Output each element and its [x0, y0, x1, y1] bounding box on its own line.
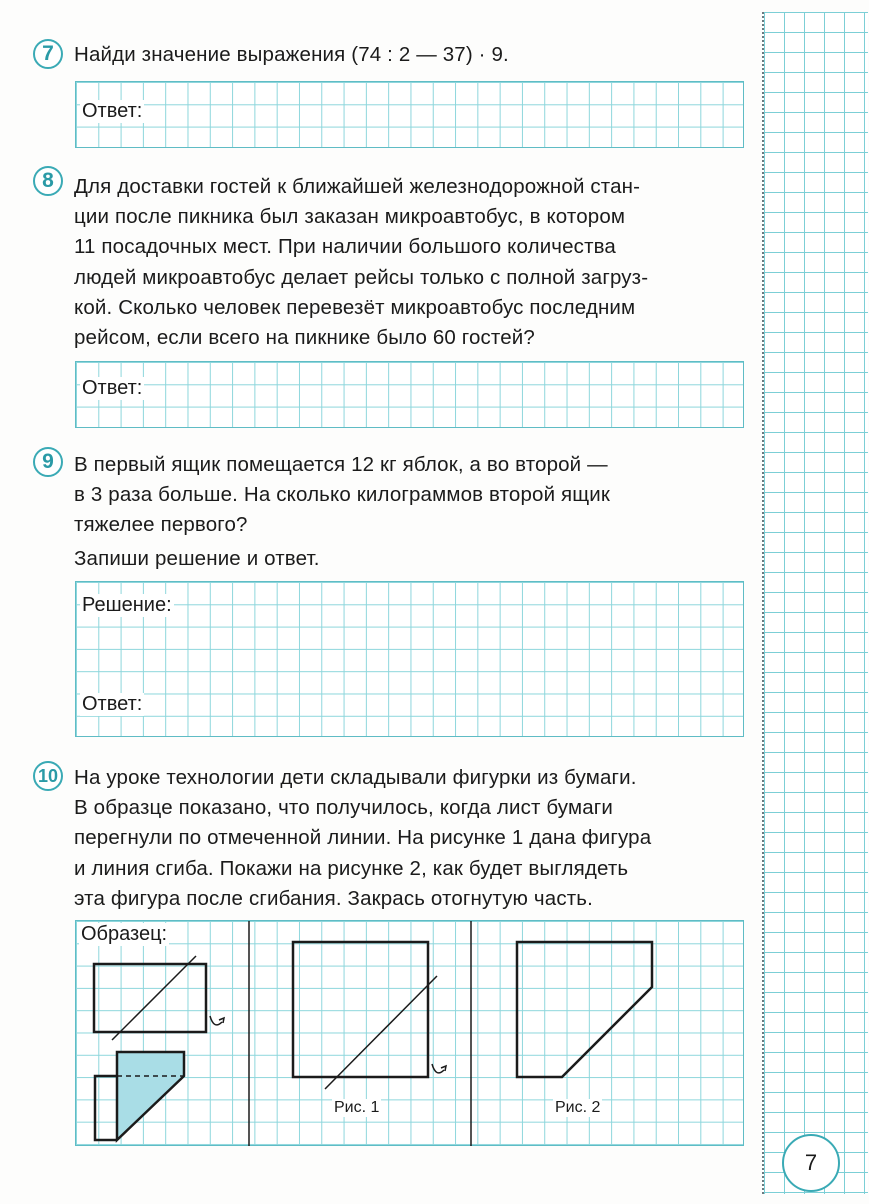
figure-2 [517, 942, 652, 1077]
sample-rectangle [94, 956, 224, 1040]
page-number-label: 7 [804, 1150, 818, 1175]
answer-label-q7: Ответ: [82, 100, 143, 122]
question-7-text: Найди значение выражения (74 : 2 — 37) · 9. [74, 43, 509, 66]
question-number-label: 9 [42, 450, 54, 473]
question-10-line-5: эта фигура после сгибания. Закрась отогнутую часть. [74, 887, 593, 910]
question-8-line-3: 11 посадочных мест. При наличии большого количества [74, 235, 616, 258]
question-10-line-2: В образце показано, что получилось, когда лист бумаги [74, 796, 613, 819]
question-8-line-1: Для доставки гостей к ближайшей железнодорожной стан- [74, 175, 641, 198]
fold-line [112, 956, 196, 1040]
question-10-line-4: и линия сгиба. Покажи на рисунке 2, как будет выглядеть [74, 857, 629, 880]
question-9-line-2: в 3 раза больше. На сколько килограммов второй ящик [74, 483, 611, 506]
question-10-line-3: перегнули по отмеченной линии. На рисунке 1 дана фигура [74, 826, 652, 849]
answer-label-q9: Ответ: [82, 693, 143, 715]
figure-2-caption: Рис. 2 [555, 1099, 601, 1116]
question-9-line-3: тяжелее первого? [74, 513, 248, 536]
question-number-label: 10 [37, 765, 59, 786]
page-number [782, 1134, 840, 1192]
folded-part [117, 1052, 184, 1140]
figure-1-caption: Рис. 1 [334, 1099, 380, 1116]
question-8-line-5: кой. Сколько человек перевезёт микроавтобус последним [74, 296, 636, 319]
figure-1 [293, 942, 446, 1089]
question-9-instruction: Запиши решение и ответ. [74, 547, 320, 570]
solution-label-q9: Решение: [82, 594, 172, 616]
question-number-label: 8 [42, 169, 54, 192]
question-8-line-2: ции после пикника был заказан микроавтобус, в котором [74, 205, 626, 228]
question-8-line-4: людей микроавтобус делает рейсы только с полной загруз- [74, 266, 649, 289]
answer-label-q8: Ответ: [82, 377, 143, 399]
sample-folded-figure [95, 1052, 184, 1140]
fold-arrow-icon [210, 1016, 222, 1025]
fold-arrow-icon [432, 1064, 444, 1073]
sample-label: Образец: [81, 923, 168, 945]
question-8-line-6: рейсом, если всего на пикнике было 60 гостей? [74, 326, 535, 349]
fold-line [325, 976, 437, 1089]
question-number-label: 7 [42, 42, 54, 65]
question-9-line-1: В первый ящик помещается 12 кг яблок, а во второй — [74, 453, 608, 476]
question-10-line-1: На уроке технологии дети складывали фигурки из бумаги. [74, 766, 637, 789]
